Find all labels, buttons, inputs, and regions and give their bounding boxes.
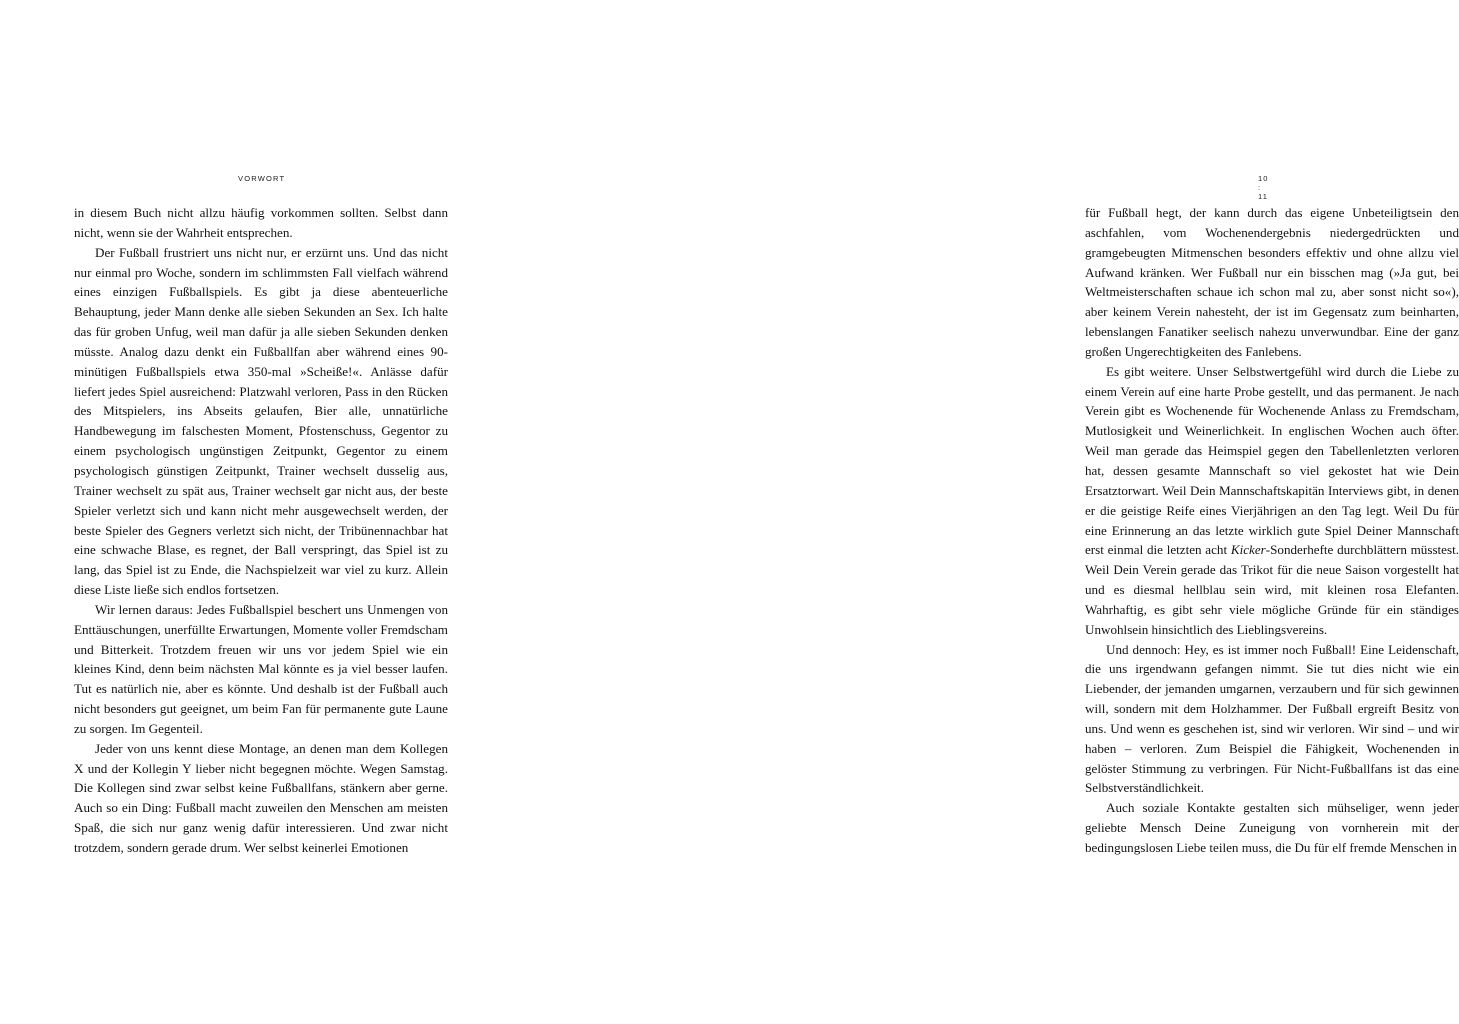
left-page bbox=[0, 0, 512, 1024]
paragraph: Es gibt weitere. Unser Selbstwertgefühl wird durch die Liebe zu einem Verein auf eine harte Probe gestellt, und das permanent. Je nach Verein gibt es Wochenende für Wochenende Anlass zu Fremdscham, Mutlosigkeit und Weinerlichkeit. In englischen Wochen auch öfter. Weil man gerade das Heimspiel gegen den Tabellenletzten verloren hat, dessen gesamte Mannschaft so viel gekostet hat wie Dein Ersatztorwart. Weil Dein Mannschaftskapitän Interviews gibt, in denen er die geistige Reife eines Vierjährigen an den Tag legt. Weil Du für eine Erinnerung an das letzte wirklich gute Spiel Deiner Mannschaft erst einmal die letzten acht Kicker-Sonderhefte durchblättern müsstest. Weil Dein Verein gerade das Trikot für die neue Saison vorgestellt hat und es diesmal hellblau sein wird, mit kleinen rosa Elefanten. Wahrhaftig, es gibt sehr viele mögliche Gründe für ein ständiges Unwohlsein hinsichtlich des Lieblingsvereins. bbox=[1085, 363, 1459, 637]
running-head-left: VORWORT bbox=[238, 174, 286, 183]
left-page-textblock bbox=[74, 203, 448, 858]
paragraph: in diesem Buch nicht allzu häufig vorkommen sollten. Selbst dann nicht, wenn sie der Wahrheit entsprechen. bbox=[74, 205, 448, 240]
right-page bbox=[512, 0, 1459, 1024]
right-page-textblock bbox=[1085, 203, 1459, 858]
paragraph: Und dennoch: Hey, es ist immer noch Fußball! Eine Leidenschaft, die uns irgendwann gefangen nimmt. Sie tut dies nicht wie ein Liebender, der jemanden umgarnen, verzaubern und für sich gewinnen will, sondern mit dem Holzhammer. Der Fußball ergreift Besitz von uns. Und wenn es geschehen ist, sind wir verloren. Wir sind – und wir haben – verloren. Zum Beispiel die Fähigkeit, Wochenenden in gelöster Stimmung zu verbringen. Für Nicht-Fußballfans ist das eine Selbstverständlichkeit. bbox=[1085, 641, 1459, 796]
paragraph: Wir lernen daraus: Jedes Fußballspiel beschert uns Unmengen von Enttäuschungen, unerfüllte Erwartungen, Momente voller Fremdscham und Bitterkeit. Trotzdem freuen wir uns vor jedem Spiel wie ein kleines Kind, denn beim nächsten Mal könnte es ja viel besser laufen. Tut es natürlich nie, aber es könnte. Und deshalb ist der Fußball auch nicht besonders gut geeignet, um beim Fan für permanente gute Laune zu sorgen. Im Gegenteil. bbox=[74, 601, 448, 736]
paragraph: für Fußball hegt, der kann durch das eigene Unbeteiligtsein den aschfahlen, vom Wochenendergebnis niedergedrückten und gramgebeugten Mitmenschen besonders effektiv und ohne allzu viel Aufwand kränken. Wer Fußball nur ein bisschen mag (»Ja gut, bei Weltmeisterschaften schaue ich schon mal zu, aber sonst nicht so«), aber keinem Verein nahesteht, der ist im Gegensatz zum beinharten, lebenslangen Fanatiker seelisch nahezu unverwundbar. Eine der ganz großen Ungerechtigkeiten des Fanlebens. bbox=[1085, 205, 1459, 359]
paragraph: Jeder von uns kennt diese Montage, an denen man dem Kollegen X und der Kollegin Y lieber nicht begegnen möchte. Wegen Samstag. Die Kollegen sind zwar selbst keine Fußballfans, stänkern aber gerne. Auch so ein Ding: Fußball macht zuweilen den Menschen am meisten Spaß, die sich nur ganz wenig dafür interessieren. Und zwar nicht trotzdem, sondern gerade drum. Wer selbst keinerlei Emotionen bbox=[74, 740, 448, 855]
paragraph: Der Fußball frustriert uns nicht nur, er erzürnt uns. Und das nicht nur einmal pro Woche, sondern im schlimmsten Fall vielfach während eines einzigen Fußballspiels. Es gibt ja diese abenteuerliche Behauptung, jeder Mann denke alle sieben Sekunden an Sex. Ich halte das für groben Unfug, weil man dafür ja alle sieben Sekunden denken müsste. Analog dazu denkt ein Fußballfan aber während eines 90-minütigen Fußballspiels etwa 350-mal »Scheiße!«. Anlässe dafür liefert jedes Spiel ausreichend: Platzwahl verloren, Pass in den Rücken des Mitspielers, ins Abseits gelaufen, Bier alle, unnatürliche Handbewegung im falschesten Moment, Pfostenschuss, Gegentor zu einem psychologisch ungünstigen Zeitpunkt, Gegentor zu einem psychologisch günstigen Zeitpunkt, Trainer wechselt dusselig aus, Trainer wechselt zu spät aus, Trainer wechselt gar nicht aus, der beste Spieler verletzt sich und kann nicht mehr ausgewechselt werden, der beste Spieler des Gegners verletzt sich nicht, der Tribünennachbar hat eine schwache Blase, es regnet, der Ball verspringt, das Spiel ist zu lang, das Spiel ist zu Ende, die Nachspielzeit war viel zu kurz. Allein diese Liste ließe sich endlos fortsetzen. bbox=[74, 244, 448, 598]
italic-title: Kicker bbox=[1230, 542, 1266, 558]
paragraph: Auch soziale Kontakte gestalten sich mühseliger, wenn jeder geliebte Mensch Deine Zuneigung von vornherein mit der bedingungslosen Liebe teilen muss, die Du für elf fremde Menschen in bbox=[1085, 800, 1459, 855]
page-number: 10 : 11 bbox=[1258, 174, 1269, 201]
